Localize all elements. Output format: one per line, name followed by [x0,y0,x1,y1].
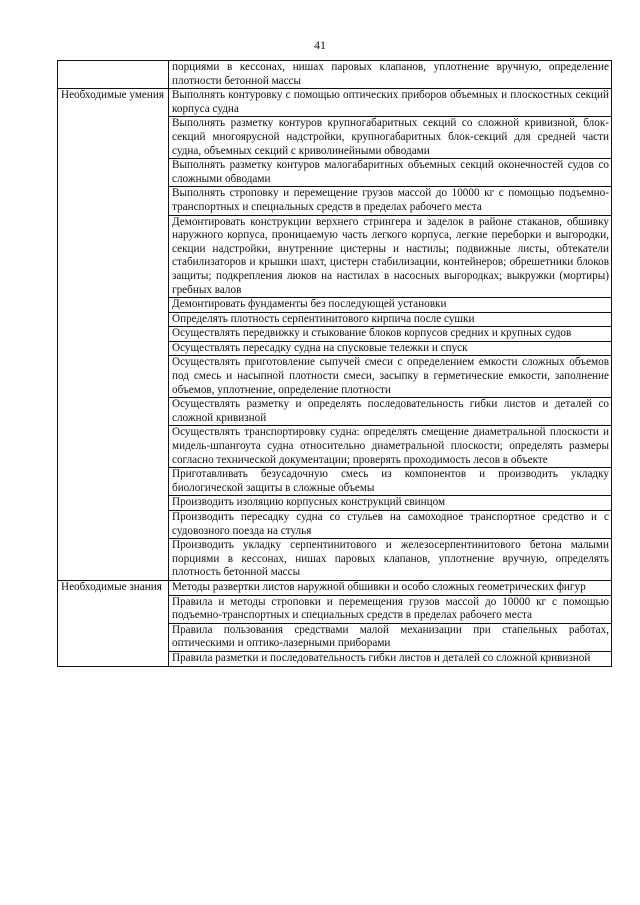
continuation-cell: порциями в кессонах, нишах паровых клапанов, уплотнение вручную, определение плотности бетонной массы [169,61,612,89]
skill-item: Осуществлять разметку и определять последовательность гибки листов и деталей со сложной кривизной [169,398,612,426]
skill-item: Приготавливать безусадочную смесь из компонентов и производить укладку биологической защиты в сложные объемы [169,468,612,496]
knowledge-item: Правила разметки и последовательность гибки листов и деталей со сложной кривизной [169,651,612,666]
table-row [58,61,612,89]
skill-item: Осуществлять транспортировку судна: определять смещение диаметральной плоскости и мидель-шпангоута судна относительно диаметральной плоскости; определять размеры согласно технической документации; проверять проходимость лесов в объекте [169,426,612,468]
skill-item: Определять плотность серпентинитового кирпича после сушки [169,312,612,327]
knowledge-item: Методы развертки листов наружной обшивки и особо сложных геометрических фигур [169,580,612,595]
skill-item: Осуществлять передвижку и стыкование блоков корпусов средних и крупных судов [169,327,612,342]
skill-item: Выполнять строповку и перемещение грузов массой до 10000 кг с помощью подъемно-транспортных и специальных средств в пределах рабочего места [169,187,612,215]
skill-item: Осуществлять приготовление сыпучей смеси с определением емкости сложных объемов под смесь и насыпной плотности смеси, засыпку в герметические емкости, заполнение объемов, уплотнение, определение плотности [169,356,612,398]
table-row [58,89,612,117]
skill-item: Демонтировать конструкции верхнего стрингера и заделок в районе стаканов, обшивку наружного корпуса, проницаемую часть легкого корпуса, легкие переборки и выгородки, секции надстройки, внутренние цистерны и настилы; подвижные листы, обтекатели стабилизаторов и крышки шахт, цистерн стабилизации, контейнеров; обрешетники блоков защиты; подкрепления люков на настилах в насосных выгородках; выкружки (мортиры) гребных валов [169,215,612,298]
requirements-table [57,60,612,667]
knowledge-item: Правила пользования средствами малой механизации при стапельных работах, оптическими и оптико-лазерными приборами [169,623,612,651]
label-cell-empty [58,61,169,89]
skill-item: Производить изоляцию корпусных конструкций свинцом [169,496,612,511]
page-number: 41 [314,38,326,52]
skill-item: Производить укладку серпентинитового и железосерпентинитового бетона малыми порциями в кессонах, нишах паровых клапанов, уплотнение вручную, определять плотность бетонной массы [169,539,612,581]
skill-item: Демонтировать фундаменты без последующей установки [169,298,612,313]
section-label-skills: Необходимые умения [58,89,169,581]
skill-item: Выполнять контуровку с помощью оптических приборов объемных и плоскостных секций корпуса судна [169,89,612,117]
section-label-knowledge: Необходимые знания [58,580,169,666]
skill-item: Выполнять разметку контуров малогабаритных объемных секций оконечностей судов со сложными обводами [169,159,612,187]
table-row [58,580,612,595]
knowledge-item: Правила и методы строповки и перемещения грузов массой до 10000 кг с помощью подъемно-транспортных и специальных средств в пределах рабочего места [169,595,612,623]
skill-item: Осуществлять пересадку судна на спусковые тележки и спуск [169,341,612,356]
skill-item: Выполнять разметку контуров крупногабаритных секций со сложной кривизной, блок-секций многоярусной надстройки, крупногабаритных блок-секций для средней части судна, объемных секций с криволинейными обводами [169,117,612,159]
skill-item: Производить пересадку судна со стульев на самоходное транспортное средство и с судовозного поезда на стулья [169,511,612,539]
